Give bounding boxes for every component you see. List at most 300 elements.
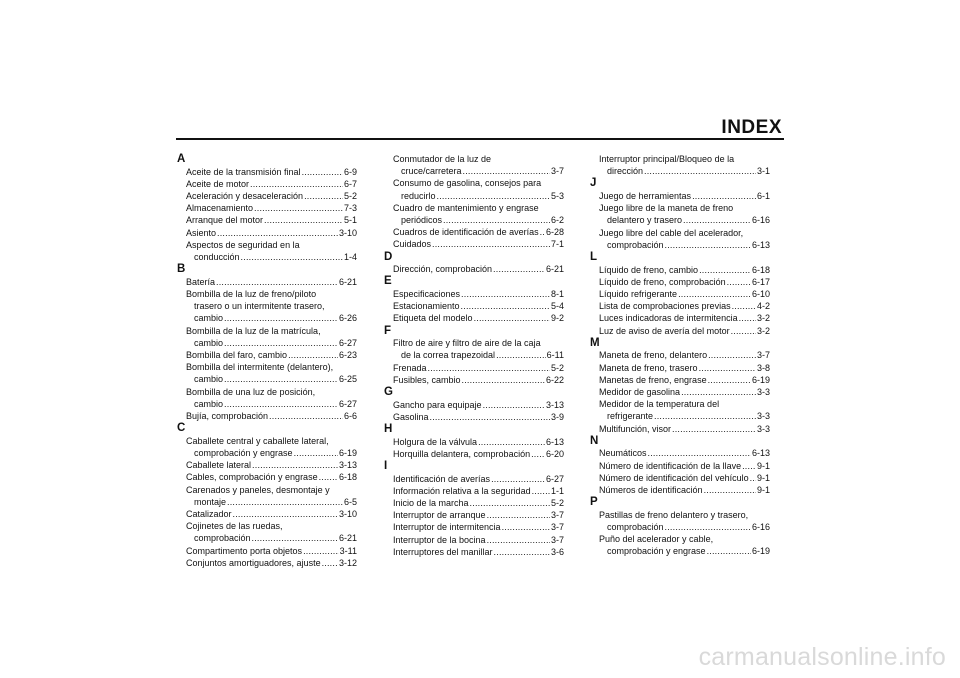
entry-line (393, 534, 564, 546)
index-entry[interactable] (177, 520, 357, 544)
dot-leader (699, 362, 756, 374)
dot-leader (665, 521, 751, 533)
page-number: 6-27 (338, 398, 357, 409)
index-entry[interactable] (177, 349, 357, 361)
entry-text: Luz de aviso de avería del motor (599, 325, 730, 336)
entry-text: Fusibles, cambio (393, 374, 461, 385)
page-number: 9-1 (756, 485, 770, 496)
index-entry[interactable] (384, 436, 564, 448)
index-entry[interactable] (384, 238, 564, 250)
page-title: INDEX (721, 117, 782, 138)
index-entry[interactable] (590, 349, 770, 361)
dot-leader (224, 312, 338, 324)
index-entry[interactable] (590, 227, 770, 251)
entry-text: Puño del acelerador y cable, (599, 534, 714, 545)
entry-text: trasero o un intermitente trasero, (194, 301, 325, 312)
dot-leader (461, 300, 550, 312)
entry-line (186, 337, 357, 349)
entry-line (393, 153, 564, 165)
entry-line (599, 521, 770, 533)
dot-leader (532, 485, 550, 497)
entry-line (393, 312, 564, 324)
dot-leader (699, 264, 751, 276)
entry-line (599, 374, 770, 386)
entry-line (599, 239, 770, 251)
entry-line (599, 214, 770, 226)
entry-line (599, 423, 770, 435)
index-entry[interactable] (590, 288, 770, 300)
dot-leader (708, 374, 751, 386)
entry-text: montaje (194, 496, 227, 507)
entry-text: Dirección, comprobación (393, 264, 493, 275)
entry-line (186, 202, 357, 214)
dot-leader (704, 484, 756, 496)
entry-line (599, 398, 770, 410)
entry-line (393, 509, 564, 521)
page-number: 6-13 (545, 436, 564, 447)
entry-line (186, 484, 357, 496)
dot-leader (430, 411, 550, 423)
dot-leader (428, 362, 550, 374)
entry-line (393, 238, 564, 250)
dot-leader (540, 226, 545, 238)
entry-text: Líquido refrigerante (599, 289, 678, 300)
entry-text: Aceite de motor (186, 178, 250, 189)
entry-line (186, 459, 357, 471)
entry-line (186, 532, 357, 544)
header-rule (176, 138, 784, 140)
entry-line (599, 276, 770, 288)
entry-text: Aceite de la transmisión final (186, 166, 301, 177)
index-entry[interactable] (384, 534, 564, 546)
index-entry[interactable] (177, 545, 357, 557)
entry-text: comprobación y engrase (194, 448, 293, 459)
entry-text: cambio (194, 313, 224, 324)
entry-text: Cojinetes de las ruedas, (186, 521, 283, 532)
page-number: 6-27 (545, 473, 564, 484)
dot-leader (491, 473, 545, 485)
dot-leader (648, 447, 751, 459)
dot-leader (443, 214, 550, 226)
index-entry[interactable] (384, 448, 564, 460)
entry-text: Bujía, comprobación (186, 411, 269, 422)
entry-line (599, 386, 770, 398)
page-number: 3-13 (545, 399, 564, 410)
entry-text: comprobación (607, 239, 664, 250)
entry-line (599, 509, 770, 521)
dot-leader (502, 521, 550, 533)
entry-line (393, 485, 564, 497)
page-number: 1-1 (550, 485, 564, 496)
entry-line (186, 214, 357, 226)
page-number: 6-1 (756, 191, 770, 201)
entry-text: Compartimento porta objetos (186, 545, 303, 556)
page-number: 3-7 (550, 166, 564, 177)
section-letter: N (590, 434, 599, 447)
index-entry[interactable] (177, 276, 357, 288)
index-entry[interactable] (384, 485, 564, 497)
index-entry[interactable] (590, 386, 770, 398)
index-entry[interactable] (590, 190, 770, 202)
page-number: 3-10 (338, 227, 357, 238)
dot-leader (252, 459, 338, 471)
entry-line (393, 473, 564, 485)
entry-text: Arranque del motor (186, 215, 264, 226)
page-number: 7-1 (550, 239, 564, 250)
entry-line (599, 190, 770, 202)
entry-text: comprobación (607, 522, 664, 533)
dot-leader (304, 190, 343, 202)
dot-leader (233, 508, 338, 520)
section-letter: P (590, 496, 598, 509)
entry-text: Etiqueta del modelo (393, 313, 473, 324)
index-entry[interactable] (177, 386, 357, 410)
dot-leader (474, 312, 550, 324)
index-entry[interactable] (590, 312, 770, 324)
dot-leader (494, 546, 550, 558)
entry-line (186, 471, 357, 483)
entry-line (599, 533, 770, 545)
entry-text: Frenada (393, 362, 427, 373)
entry-line (186, 178, 357, 190)
index-entry[interactable] (384, 362, 564, 374)
page-number: 6-19 (751, 374, 770, 385)
dot-leader (322, 557, 338, 569)
entry-line (393, 190, 564, 202)
section-letter: A (177, 153, 186, 165)
entry-text: Interruptor de intermitencia (393, 522, 501, 533)
index-entry[interactable] (590, 153, 770, 177)
index-entry[interactable] (177, 214, 357, 226)
page-number: 6-20 (545, 448, 564, 459)
entry-text: Asiento (186, 227, 217, 238)
entry-line (186, 361, 357, 373)
index-entry[interactable] (177, 361, 357, 385)
dot-leader (303, 545, 339, 557)
index-entry[interactable] (177, 557, 357, 569)
index-entry[interactable] (590, 276, 770, 288)
page-number: 3-12 (338, 557, 357, 568)
index-entry[interactable] (590, 447, 770, 459)
dot-leader (254, 202, 343, 214)
section-letter: I (384, 460, 388, 473)
page-number: 3-7 (550, 522, 564, 533)
dot-leader (692, 190, 756, 202)
index-entry[interactable] (177, 178, 357, 190)
entry-line (186, 276, 357, 288)
page-number: 6-21 (338, 533, 357, 544)
page-number: 3-3 (756, 423, 770, 434)
page-number: 6-10 (751, 289, 770, 300)
index-entry[interactable] (384, 374, 564, 386)
entry-text: Catalizador (186, 509, 232, 520)
index-entry[interactable] (384, 473, 564, 485)
index-entry[interactable] (177, 325, 357, 349)
index-column-1 (177, 153, 357, 569)
page-number: 6-11 (546, 350, 564, 361)
page-number: 6-16 (751, 522, 770, 533)
dot-leader (683, 214, 751, 226)
entry-text: Aceleración y desaceleración (186, 191, 304, 201)
entry-line (393, 214, 564, 226)
index-entry[interactable] (590, 300, 770, 312)
entry-line (393, 226, 564, 238)
entry-text: Juego de herramientas (599, 191, 692, 201)
dot-leader (216, 276, 338, 288)
page-number: 5-2 (550, 498, 564, 509)
entry-line (599, 165, 770, 177)
entry-line (186, 288, 357, 300)
section-letter: D (384, 250, 393, 263)
entry-line (393, 288, 564, 300)
page-number: 6-26 (338, 313, 357, 324)
entry-text: Información relativa a la seguridad (393, 485, 531, 496)
index-entry[interactable] (590, 264, 770, 276)
dot-leader (264, 214, 343, 226)
entry-line (599, 362, 770, 374)
page-number: 5-2 (550, 362, 564, 373)
entry-line (186, 508, 357, 520)
entry-text: Cables, comprobación y engrase (186, 472, 318, 483)
entry-text: Caballete central y caballete lateral, (186, 435, 329, 446)
entry-text: Maneta de freno, delantero (599, 350, 708, 361)
entry-line (186, 300, 357, 312)
page-number: 3-11 (339, 545, 357, 556)
dot-leader (654, 410, 756, 422)
section-letter: M (590, 336, 600, 349)
page-number: 6-13 (751, 239, 770, 250)
entry-text: Líquido de freno, cambio (599, 264, 699, 275)
dot-leader (496, 349, 546, 361)
index-entry[interactable] (590, 460, 770, 472)
entry-line (599, 300, 770, 312)
dot-leader (727, 276, 751, 288)
dot-leader (241, 251, 343, 263)
entry-line (186, 190, 357, 202)
dot-leader (463, 165, 550, 177)
index-entry[interactable] (590, 423, 770, 435)
page-number: 6-19 (338, 448, 357, 459)
entry-line (186, 373, 357, 385)
entry-line (393, 263, 564, 275)
index-entry[interactable] (384, 226, 564, 238)
index-entry[interactable] (177, 471, 357, 483)
dot-leader (487, 509, 550, 521)
index-entry[interactable] (384, 263, 564, 275)
index-entry[interactable] (177, 227, 357, 239)
index-entry[interactable] (384, 411, 564, 423)
index-entry[interactable] (384, 288, 564, 300)
section-letter: B (177, 263, 186, 276)
page-number: 6-17 (751, 276, 770, 287)
entry-text: Juego libre de la maneta de freno (599, 203, 734, 214)
section-letter: C (177, 422, 186, 435)
page-number: 5-4 (550, 301, 564, 312)
page-number: 8-1 (550, 289, 564, 300)
index-entry[interactable] (590, 325, 770, 337)
entry-text: Bombilla de la luz de freno/piloto (186, 289, 317, 300)
entry-line (186, 239, 357, 251)
entry-text: Interruptor principal/Bloqueo de la (599, 154, 735, 164)
entry-text: Medidor de gasolina (599, 387, 681, 398)
section-letter: F (384, 324, 392, 337)
index-entry[interactable] (384, 546, 564, 558)
entry-line (599, 349, 770, 361)
entry-text: conducción (194, 252, 240, 263)
index-entry[interactable] (384, 399, 564, 411)
page-number: 6-18 (338, 472, 357, 483)
page-number: 6-28 (545, 227, 564, 238)
entry-line (393, 448, 564, 460)
index-entry[interactable] (590, 398, 770, 422)
dot-leader (302, 166, 343, 178)
entry-line (599, 447, 770, 459)
index-entry[interactable] (384, 521, 564, 533)
entry-line (186, 227, 357, 239)
entry-text: Número de identificación del vehículo (599, 472, 749, 483)
entry-text: Cuidados (393, 239, 432, 250)
index-column-2 (384, 153, 564, 558)
entry-line (393, 177, 564, 189)
page-number: 3-10 (338, 509, 357, 520)
dot-leader (250, 178, 343, 190)
index-entry[interactable] (177, 484, 357, 508)
page-number: 6-2 (550, 215, 564, 226)
dot-leader (644, 165, 756, 177)
index-entry[interactable] (384, 337, 564, 361)
page-number: 6-27 (338, 337, 357, 348)
entry-text: Juego libre del cable del acelerador, (599, 227, 744, 238)
index-entry[interactable] (177, 410, 357, 422)
entry-text: Carenados y paneles, desmontaje y (186, 484, 330, 495)
page-number: 3-6 (550, 546, 564, 557)
index-entry[interactable] (590, 472, 770, 484)
page-number: 1-4 (343, 252, 357, 263)
index-entry[interactable] (177, 202, 357, 214)
entry-line (393, 362, 564, 374)
page-number: 3-7 (756, 350, 770, 361)
entry-text: Bombilla del faro, cambio (186, 350, 288, 361)
index-entry[interactable] (177, 239, 357, 263)
dot-leader (294, 447, 338, 459)
entry-text: cambio (194, 337, 224, 348)
index-entry[interactable] (384, 312, 564, 324)
index-entry[interactable] (177, 288, 357, 325)
watermark: carmanualsonline.info (698, 643, 946, 671)
entry-text: Números de identificación (599, 485, 703, 496)
dot-leader (531, 448, 545, 460)
entry-text: Cuadro de mantenimiento y engrase (393, 202, 539, 213)
dot-leader (432, 238, 550, 250)
entry-line (186, 325, 357, 337)
page-number: 6-23 (338, 350, 357, 361)
dot-leader (288, 349, 338, 361)
entry-text: Batería (186, 276, 216, 287)
page-number: 6-7 (343, 178, 357, 189)
dot-leader (493, 263, 545, 275)
entry-text: comprobación y engrase (607, 546, 706, 557)
entry-text: Gasolina (393, 411, 429, 422)
index-entry[interactable] (384, 300, 564, 312)
index-entry[interactable] (384, 509, 564, 521)
entry-text: Bombilla de una luz de posición, (186, 386, 316, 397)
index-entry[interactable] (590, 362, 770, 374)
page-number: 6-21 (545, 264, 564, 275)
dot-leader (224, 373, 338, 385)
page-number: 3-9 (550, 411, 564, 422)
entry-line (393, 349, 564, 361)
index-entry[interactable] (590, 509, 770, 533)
page-number: 6-9 (343, 166, 357, 177)
index-column-3 (590, 153, 770, 558)
page-number: 5-2 (343, 191, 357, 201)
page-number: 3-2 (756, 325, 770, 336)
section-letter: H (384, 423, 393, 436)
index-entry[interactable] (177, 190, 357, 202)
entry-text: Cuadros de identificación de averías (393, 227, 539, 238)
entry-line (186, 251, 357, 263)
dot-leader (478, 436, 545, 448)
entry-text: Almacenamiento (186, 203, 254, 214)
entry-text: periódicos (401, 215, 443, 226)
entry-line (599, 325, 770, 337)
entry-text: cambio (194, 398, 224, 409)
entry-text: refrigerante (607, 411, 654, 422)
index-entry[interactable] (177, 166, 357, 178)
index-entry[interactable] (177, 435, 357, 459)
page-number: 6-22 (545, 374, 564, 385)
entry-text: Multifunción, visor (599, 423, 672, 434)
index-entry[interactable] (384, 497, 564, 509)
entry-line (186, 557, 357, 569)
index-entry[interactable] (590, 374, 770, 386)
index-entry[interactable] (384, 177, 564, 201)
entry-line (599, 153, 770, 165)
page-number: 3-3 (756, 411, 770, 422)
page-number: 6-25 (338, 374, 357, 385)
entry-line (599, 312, 770, 324)
index-entry[interactable] (590, 484, 770, 496)
page-number: 6-13 (751, 448, 770, 459)
page-number: 3-8 (756, 362, 770, 373)
entry-text: Líquido de freno, comprobación (599, 276, 726, 287)
dot-leader (269, 410, 343, 422)
index-entry[interactable] (177, 508, 357, 520)
index-entry[interactable] (384, 153, 564, 177)
index-entry[interactable] (177, 459, 357, 471)
entry-line (599, 545, 770, 557)
entry-line (393, 521, 564, 533)
entry-text: Horquilla delantera, comprobación (393, 448, 531, 459)
dot-leader (732, 300, 756, 312)
dot-leader (319, 471, 338, 483)
dot-leader (678, 288, 751, 300)
page-number: 6-19 (751, 546, 770, 557)
entry-text: Gancho para equipaje (393, 399, 482, 410)
index-entry[interactable] (590, 202, 770, 226)
entry-line (393, 374, 564, 386)
dot-leader (437, 190, 550, 202)
entry-line (599, 264, 770, 276)
index-entry[interactable] (590, 533, 770, 557)
page-number: 7-3 (343, 203, 357, 214)
entry-text: delantero y trasero (607, 215, 683, 226)
index-entry[interactable] (384, 202, 564, 226)
entry-text: Maneta de freno, trasero (599, 362, 698, 373)
entry-line (393, 411, 564, 423)
page-number: 9-2 (550, 313, 564, 324)
entry-text: Lista de comprobaciones previas (599, 301, 731, 312)
